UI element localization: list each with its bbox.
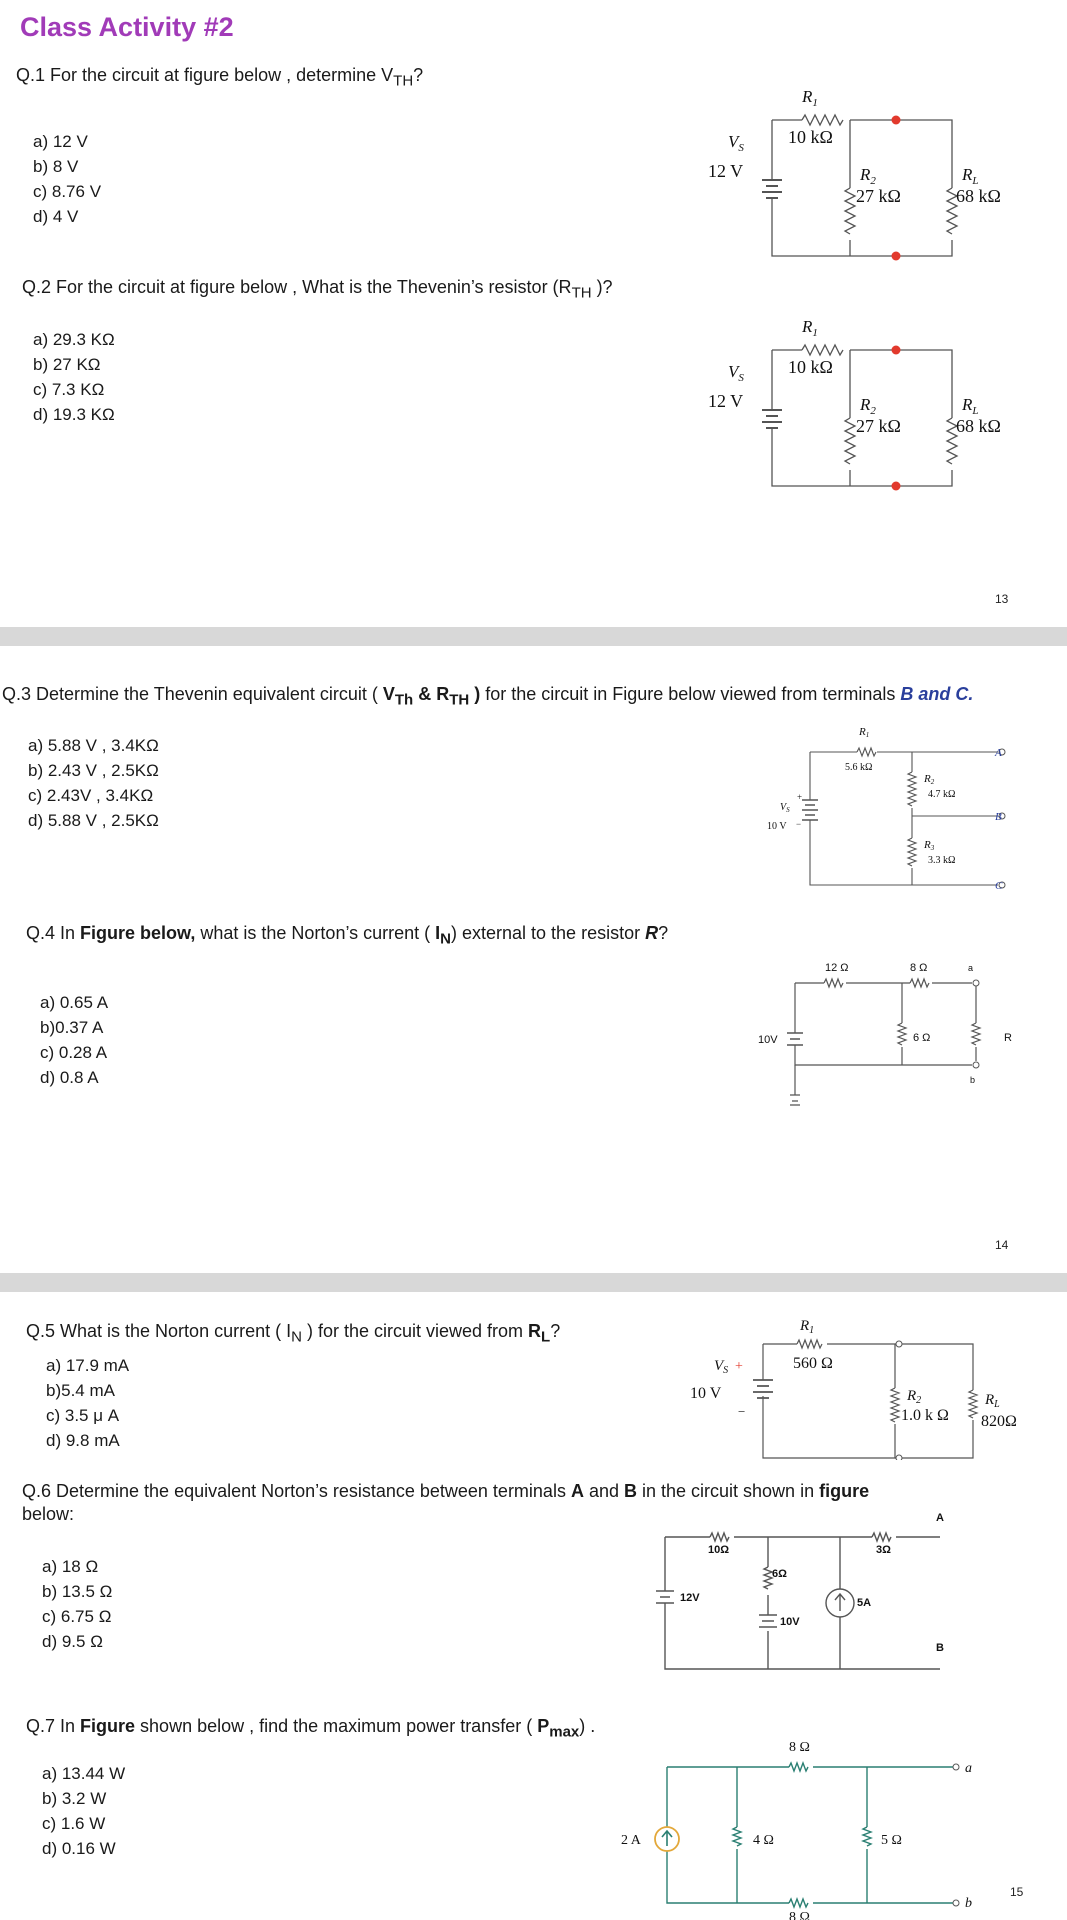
minus-sign: − — [738, 1404, 746, 1419]
option-d[interactable]: d) 9.5 Ω — [42, 1632, 103, 1651]
question-2-options — [33, 327, 115, 427]
option-a[interactable]: a) 18 Ω — [42, 1557, 99, 1576]
r1-label: $R_1$ — [802, 88, 818, 109]
r2-label: $R_2$ — [860, 165, 876, 187]
r1-value: 10 kΩ — [788, 357, 833, 377]
r6-label: 6Ω — [772, 1568, 787, 1580]
option-a[interactable]: a) 5.88 V , 3.4KΩ — [28, 736, 159, 755]
page-separator — [0, 627, 1067, 646]
r1-value: 5.6 kΩ — [845, 762, 873, 773]
vs-value: 10 V — [767, 821, 787, 832]
v12-label: 12V — [680, 1592, 700, 1604]
terminal-dot-bottom — [892, 252, 901, 261]
terminal-a — [953, 1764, 959, 1770]
option-d[interactable]: d) 0.8 A — [40, 1068, 99, 1087]
terminal-a — [973, 980, 979, 986]
r12-label: 12 Ω — [825, 962, 849, 974]
r2-value: 4.7 kΩ — [928, 789, 956, 800]
option-b[interactable]: b) 27 KΩ — [33, 355, 101, 374]
terminal-b — [953, 1900, 959, 1906]
r2-label: R2 — [924, 773, 935, 786]
vs-value: 12 V — [708, 161, 744, 181]
option-c[interactable]: c) 8.76 V — [33, 182, 102, 201]
option-c[interactable]: c) 0.28 A — [40, 1043, 108, 1062]
question-7: Q.7 In Figure shown below , find the maximum power transfer ( $P_{max}$) . — [26, 1716, 596, 1741]
question-4-options — [40, 990, 108, 1090]
vs-label: $V_S$ — [714, 1358, 729, 1376]
page-number: 14 — [995, 1238, 1009, 1252]
option-d[interactable]: d) 0.16 W — [42, 1839, 116, 1858]
vs-label: $V_S$ — [728, 362, 744, 384]
rl-label: $R_L$ — [985, 1392, 1000, 1410]
r8-top-label: 8 Ω — [789, 1740, 810, 1755]
page-number: 15 — [1010, 1885, 1024, 1899]
question-6-line-2: below: — [22, 1504, 75, 1524]
r8-bottom-label: 8 Ω — [789, 1910, 810, 1920]
r5-label: 5 Ω — [881, 1833, 902, 1848]
minus-sign: − — [796, 819, 802, 829]
option-a[interactable]: a) 0.65 A — [40, 993, 109, 1012]
q3-circuit-diagram — [750, 720, 1010, 895]
option-b[interactable]: b) 3.2 W — [42, 1789, 107, 1808]
r-label: R — [1004, 1032, 1012, 1044]
plus-sign: + — [797, 792, 803, 802]
r8-label: 8 Ω — [910, 962, 928, 974]
option-b[interactable]: b) 13.5 Ω — [42, 1582, 113, 1601]
rl-value: 820Ω — [981, 1413, 1017, 1430]
option-c[interactable]: c) 6.75 Ω — [42, 1607, 112, 1626]
r1-label: $R_1$ — [802, 318, 818, 339]
question-3: Q.3 Determine the Thevenin equivalent circuit ( $V_{Th}$ & $R_{TH}$ ) for the circuit in Figure below viewed from terminals B and C. — [2, 684, 974, 709]
r3-value: 3.3 kΩ — [928, 855, 956, 866]
question-6-options — [42, 1554, 112, 1654]
q7-circuit-diagram — [615, 1735, 975, 1920]
i5-label: 5A — [857, 1597, 872, 1609]
current-label: 2 A — [621, 1833, 641, 1848]
r2-value: 27 kΩ — [856, 416, 901, 436]
terminal-c-label: C — [995, 880, 1003, 892]
r1-label: $R_1$ — [800, 1318, 815, 1336]
option-a[interactable]: a) 13.44 W — [42, 1764, 126, 1783]
option-a[interactable]: a) 12 V — [33, 132, 88, 151]
terminal-top — [896, 1341, 902, 1347]
terminal-b — [973, 1062, 979, 1068]
vs-value: 12 V — [708, 391, 744, 411]
option-c[interactable]: c) 1.6 W — [42, 1814, 106, 1833]
v10-label: 10V — [780, 1616, 800, 1628]
terminal-dot-bottom — [892, 482, 901, 491]
terminal-bottom — [896, 1455, 902, 1460]
question-3-options — [28, 733, 159, 833]
vs-value: 10 V — [690, 1385, 722, 1402]
q6-circuit-diagram — [640, 1505, 960, 1675]
option-d[interactable]: d) 19.3 KΩ — [33, 405, 115, 424]
option-d[interactable]: d) 4 V — [33, 207, 79, 226]
terminals-highlight: B and C. — [900, 684, 974, 704]
vs-label: $V_S$ — [728, 132, 744, 154]
r3-label: 3Ω — [876, 1544, 891, 1556]
terminal-a-label: A — [936, 1512, 944, 1524]
option-b[interactable]: b)5.4 mA — [46, 1381, 115, 1400]
r1-label: R1 — [859, 726, 870, 739]
r6-label: 6 Ω — [913, 1032, 931, 1044]
r2-value: 1.0 k Ω — [901, 1407, 949, 1424]
question-5: Q.5 What is the Norton current ( $I_N$ ) for the circuit viewed from $R_L$? — [26, 1321, 561, 1346]
v10-label: 10V — [758, 1034, 778, 1046]
option-b[interactable]: b)0.37 A — [40, 1018, 104, 1037]
page-number: 13 — [995, 592, 1009, 606]
r10-label: 10Ω — [708, 1544, 730, 1556]
terminal-a-label: A — [995, 747, 1002, 759]
option-b[interactable]: b) 8 V — [33, 157, 79, 176]
rl-value: 68 kΩ — [956, 416, 1001, 436]
q1-circuit-diagram — [690, 88, 1020, 263]
rl-label: $R_L$ — [962, 395, 979, 417]
option-c[interactable]: c) 3.5 μ A — [46, 1406, 120, 1425]
rl-value: 68 kΩ — [956, 186, 1001, 206]
r1-value: 10 kΩ — [788, 127, 833, 147]
question-4: Q.4 In Figure below, what is the Norton’s current ( $I_N$) external to the resistor R? — [26, 923, 669, 948]
q4-circuit-diagram — [750, 955, 1020, 1125]
plus-sign: + — [735, 1359, 743, 1374]
terminal-b-label: b — [970, 1075, 976, 1085]
page-title: Class Activity #2 — [20, 12, 234, 42]
terminal-dot-top — [892, 116, 901, 125]
terminal-a-label: a — [968, 963, 974, 973]
terminal-b-label: B — [936, 1642, 944, 1654]
question-1-options — [33, 129, 101, 229]
page-separator — [0, 1273, 1067, 1292]
q5-circuit-diagram — [685, 1310, 1025, 1460]
option-c[interactable]: c) 7.3 KΩ — [33, 380, 105, 399]
r4-label: 4 Ω — [753, 1833, 774, 1848]
rl-label: $R_L$ — [962, 165, 979, 187]
terminal-b-label: b — [965, 1896, 972, 1911]
question-5-options — [46, 1353, 129, 1453]
vth-subscript: TH — [393, 72, 414, 90]
option-c[interactable]: c) 2.43V , 3.4KΩ — [28, 786, 154, 805]
r3-label: R3 — [924, 839, 935, 852]
terminal-b-label: B — [995, 811, 1002, 823]
terminal-dot-top — [892, 346, 901, 355]
r1-value: 560 Ω — [793, 1355, 833, 1372]
r2-label: $R_2$ — [860, 395, 876, 417]
option-d[interactable]: d) 5.88 V , 2.5KΩ — [28, 811, 159, 830]
option-d[interactable]: d) 9.8 mA — [46, 1431, 120, 1450]
q2-circuit-diagram — [690, 318, 1020, 493]
question-6: Q.6 Determine the equivalent Norton’s resistance between terminals A and B in the circuit shown in figure — [22, 1481, 870, 1501]
r2-label: $R_2$ — [907, 1388, 922, 1406]
option-b[interactable]: b) 2.43 V , 2.5KΩ — [28, 761, 159, 780]
r2-value: 27 kΩ — [856, 186, 901, 206]
question-7-options — [42, 1761, 125, 1861]
question-2: Q.2 For the circuit at figure below , What is the Thevenin’s resistor ($R_{TH}$ )? — [22, 277, 613, 302]
vs-label: $V_S$ — [780, 802, 790, 814]
terminal-a-label: a — [965, 1761, 972, 1776]
option-a[interactable]: a) 29.3 KΩ — [33, 330, 115, 349]
option-a[interactable]: a) 17.9 mA — [46, 1356, 130, 1375]
question-1: Q.1 For the circuit at figure below , determine $V_{TH}$? — [16, 65, 424, 90]
